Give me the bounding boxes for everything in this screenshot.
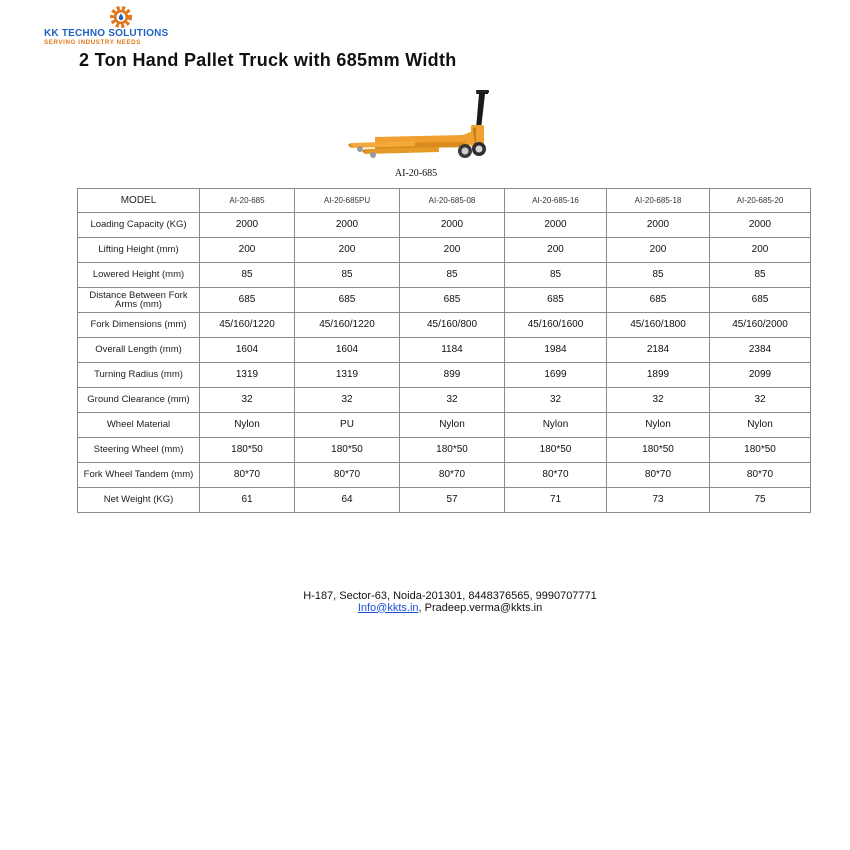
row-label: Steering Wheel (mm)	[78, 438, 200, 463]
table-cell: 1319	[295, 363, 400, 388]
table-cell: 45/160/1220	[295, 313, 400, 338]
table-cell: 85	[295, 263, 400, 288]
table-cell: 71	[505, 488, 607, 513]
table-cell: PU	[295, 413, 400, 438]
row-label: Distance Between Fork Arms (mm)	[78, 288, 200, 313]
table-cell: 200	[505, 238, 607, 263]
row-label: Ground Clearance (mm)	[78, 388, 200, 413]
table-cell: 1604	[200, 338, 295, 363]
table-cell: 45/160/1600	[505, 313, 607, 338]
table-cell: 2000	[505, 213, 607, 238]
row-label: Wheel Material	[78, 413, 200, 438]
model-column-header: AI-20-685-08	[400, 189, 505, 213]
table-cell: 80*70	[400, 463, 505, 488]
email-link[interactable]: Info@kkts.in	[357, 601, 419, 614]
table-row	[78, 438, 811, 463]
table-cell: 80*70	[295, 463, 400, 488]
row-label: Lowered Height (mm)	[78, 263, 200, 288]
table-cell: 200	[295, 238, 400, 263]
table-cell: 180*50	[710, 438, 811, 463]
logo-tagline: SERVING INDUSTRY NEEDS	[44, 39, 141, 46]
table-cell: 1604	[295, 338, 400, 363]
table-cell: 80*70	[607, 463, 710, 488]
table-cell: 180*50	[400, 438, 505, 463]
table-row	[78, 463, 811, 488]
table-cell: 85	[400, 263, 505, 288]
table-cell: 80*70	[505, 463, 607, 488]
table-cell: 85	[505, 263, 607, 288]
table-cell: 2384	[710, 338, 811, 363]
model-column-header: AI-20-685	[200, 189, 295, 213]
row-label: Net Weight (KG)	[78, 488, 200, 513]
table-cell: 2099	[710, 363, 811, 388]
contact-footer	[0, 591, 850, 614]
table-cell: 2000	[200, 213, 295, 238]
secondary-email: Pradeep.verma@kkts.in	[424, 601, 543, 614]
company-logo	[44, 4, 204, 44]
table-cell: Nylon	[400, 413, 505, 438]
table-cell: 45/160/1800	[607, 313, 710, 338]
table-body	[78, 213, 811, 513]
table-cell: 685	[607, 288, 710, 313]
table-cell: 85	[200, 263, 295, 288]
table-row	[78, 338, 811, 363]
product-image-caption: AI-20-685	[394, 168, 438, 179]
table-cell: 80*70	[200, 463, 295, 488]
logo-company-name: KK TECHNO SOLUTIONS	[44, 28, 169, 39]
table-cell: 1319	[200, 363, 295, 388]
table-row	[78, 288, 811, 313]
table-cell: 1899	[607, 363, 710, 388]
row-label: Fork Wheel Tandem (mm)	[78, 463, 200, 488]
row-label: Turning Radius (mm)	[78, 363, 200, 388]
row-label: Fork Dimensions (mm)	[78, 313, 200, 338]
table-cell: 1184	[400, 338, 505, 363]
table-row	[78, 238, 811, 263]
table-row	[78, 388, 811, 413]
table-cell: Nylon	[200, 413, 295, 438]
table-cell: 45/160/800	[400, 313, 505, 338]
table-cell: 180*50	[200, 438, 295, 463]
table-cell: 45/160/2000	[710, 313, 811, 338]
table-cell: Nylon	[505, 413, 607, 438]
table-cell: 1984	[505, 338, 607, 363]
table-cell: Nylon	[607, 413, 710, 438]
table-cell: 32	[607, 388, 710, 413]
model-column-header: AI-20-685-16	[505, 189, 607, 213]
footer-address: H-187, Sector-63, Noida-201301, 8448376565, 9990707771	[303, 590, 597, 602]
gear-icon	[108, 4, 134, 30]
table-cell: 57	[400, 488, 505, 513]
table-cell: 2000	[295, 213, 400, 238]
table-cell: 2000	[400, 213, 505, 238]
table-cell: 2000	[710, 213, 811, 238]
table-cell: Nylon	[710, 413, 811, 438]
row-label: Loading Capacity (KG)	[78, 213, 200, 238]
row-label: Lifting Height (mm)	[78, 238, 200, 263]
table-cell: 685	[200, 288, 295, 313]
page-title: 2 Ton Hand Pallet Truck with 685mm Width	[79, 50, 457, 70]
table-cell: 64	[295, 488, 400, 513]
table-cell: 75	[710, 488, 811, 513]
table-cell: 1699	[505, 363, 607, 388]
table-cell: 180*50	[295, 438, 400, 463]
table-cell: 61	[200, 488, 295, 513]
table-cell: 45/160/1220	[200, 313, 295, 338]
table-cell: 180*50	[505, 438, 607, 463]
table-row	[78, 363, 811, 388]
table-cell: 685	[295, 288, 400, 313]
footer-emails	[0, 603, 850, 615]
table-cell: 899	[400, 363, 505, 388]
table-row	[78, 488, 811, 513]
model-column-header: AI-20-685PU	[295, 189, 400, 213]
table-cell: 685	[710, 288, 811, 313]
table-cell: 73	[607, 488, 710, 513]
table-cell: 2000	[607, 213, 710, 238]
model-header: MODEL	[78, 189, 200, 213]
model-column-header: AI-20-685-18	[607, 189, 710, 213]
table-cell: 685	[505, 288, 607, 313]
pallet-truck-image	[345, 85, 500, 165]
table-cell: 32	[710, 388, 811, 413]
table-cell: 85	[710, 263, 811, 288]
table-cell: 32	[505, 388, 607, 413]
email-separator: ,	[418, 601, 425, 614]
model-column-header: AI-20-685-20	[710, 189, 811, 213]
table-row	[78, 413, 811, 438]
table-header-row	[78, 189, 811, 213]
table-cell: 32	[400, 388, 505, 413]
table-cell: 180*50	[607, 438, 710, 463]
table-row	[78, 213, 811, 238]
table-cell: 200	[607, 238, 710, 263]
table-row	[78, 313, 811, 338]
table-cell: 200	[710, 238, 811, 263]
table-cell: 32	[295, 388, 400, 413]
table-cell: 2184	[607, 338, 710, 363]
row-label: Overall Length (mm)	[78, 338, 200, 363]
table-cell: 200	[200, 238, 295, 263]
table-cell: 85	[607, 263, 710, 288]
table-row	[78, 263, 811, 288]
specification-table	[77, 188, 811, 513]
table-cell: 685	[400, 288, 505, 313]
table-cell: 32	[200, 388, 295, 413]
table-cell: 200	[400, 238, 505, 263]
table-cell: 80*70	[710, 463, 811, 488]
